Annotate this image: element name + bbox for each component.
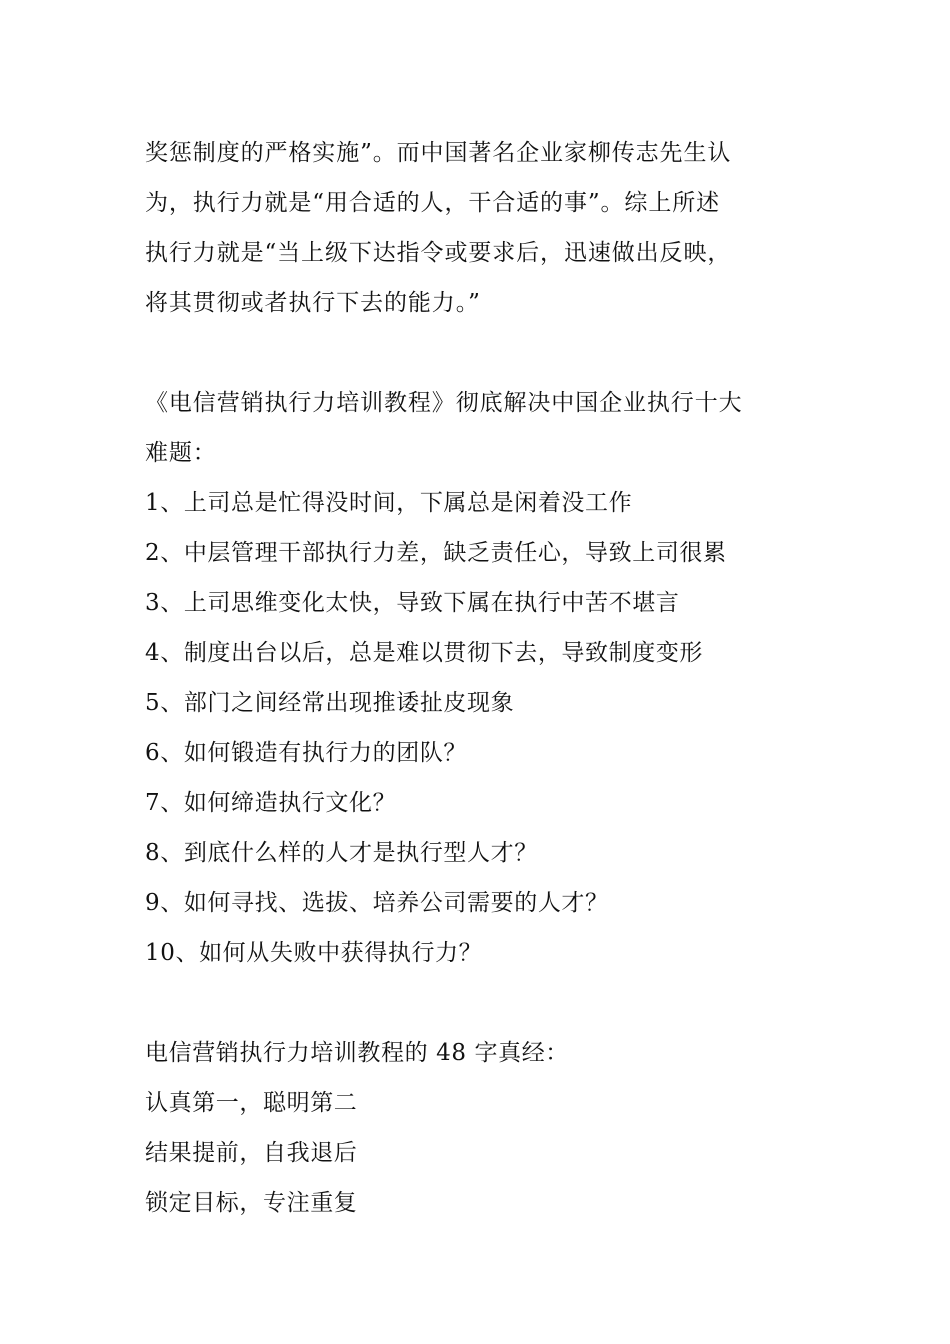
problems-heading-line-1: 《电信营销执行力培训教程》彻底解决中国企业执行十大: [145, 390, 743, 416]
sutra-line: 结果提前，自我退后: [145, 1140, 358, 1166]
problem-item: 8、到底什么样的人才是执行型人才？: [145, 840, 538, 866]
problem-item: 3、上司思维变化太快，导致下属在执行中苦不堪言: [145, 590, 680, 616]
intro-line-1: 奖惩制度的严格实施”。而中国著名企业家柳传志先生认: [145, 140, 732, 166]
intro-line-4: 将其贯彻或者执行下去的能力。”: [145, 290, 481, 316]
paragraph-spacer: [145, 328, 810, 378]
problem-item: 10、如何从失败中获得执行力？: [145, 940, 483, 966]
sutra-heading: 电信营销执行力培训教程的 48 字真经：: [145, 1040, 569, 1066]
problem-item: 7、如何缔造执行文化？: [145, 790, 397, 816]
problem-item: 6、如何锻造有执行力的团队？: [145, 740, 468, 766]
paragraph-spacer: [145, 978, 810, 1028]
sutra-line: 锁定目标，专注重复: [145, 1190, 358, 1216]
intro-line-2: 为，执行力就是“用合适的人，干合适的事”。综上所述: [145, 190, 721, 216]
problems-heading-line-2: 难题：: [145, 440, 217, 466]
problem-item: 5、部门之间经常出现推诿扯皮现象: [145, 690, 515, 716]
problem-item: 2、中层管理干部执行力差，缺乏责任心，导致上司很累: [145, 540, 727, 566]
sutra-line: 认真第一，聪明第二: [145, 1090, 358, 1116]
document-body: [145, 128, 810, 1228]
problem-item: 9、如何寻找、选拔、培养公司需要的人才？: [145, 890, 609, 916]
problem-item: 1、上司总是忙得没时间，下属总是闲着没工作: [145, 490, 633, 516]
problem-item: 4、制度出台以后，总是难以贯彻下去，导致制度变形: [145, 640, 704, 666]
intro-line-3: 执行力就是“当上级下达指令或要求后，迅速做出反映，: [145, 240, 732, 266]
